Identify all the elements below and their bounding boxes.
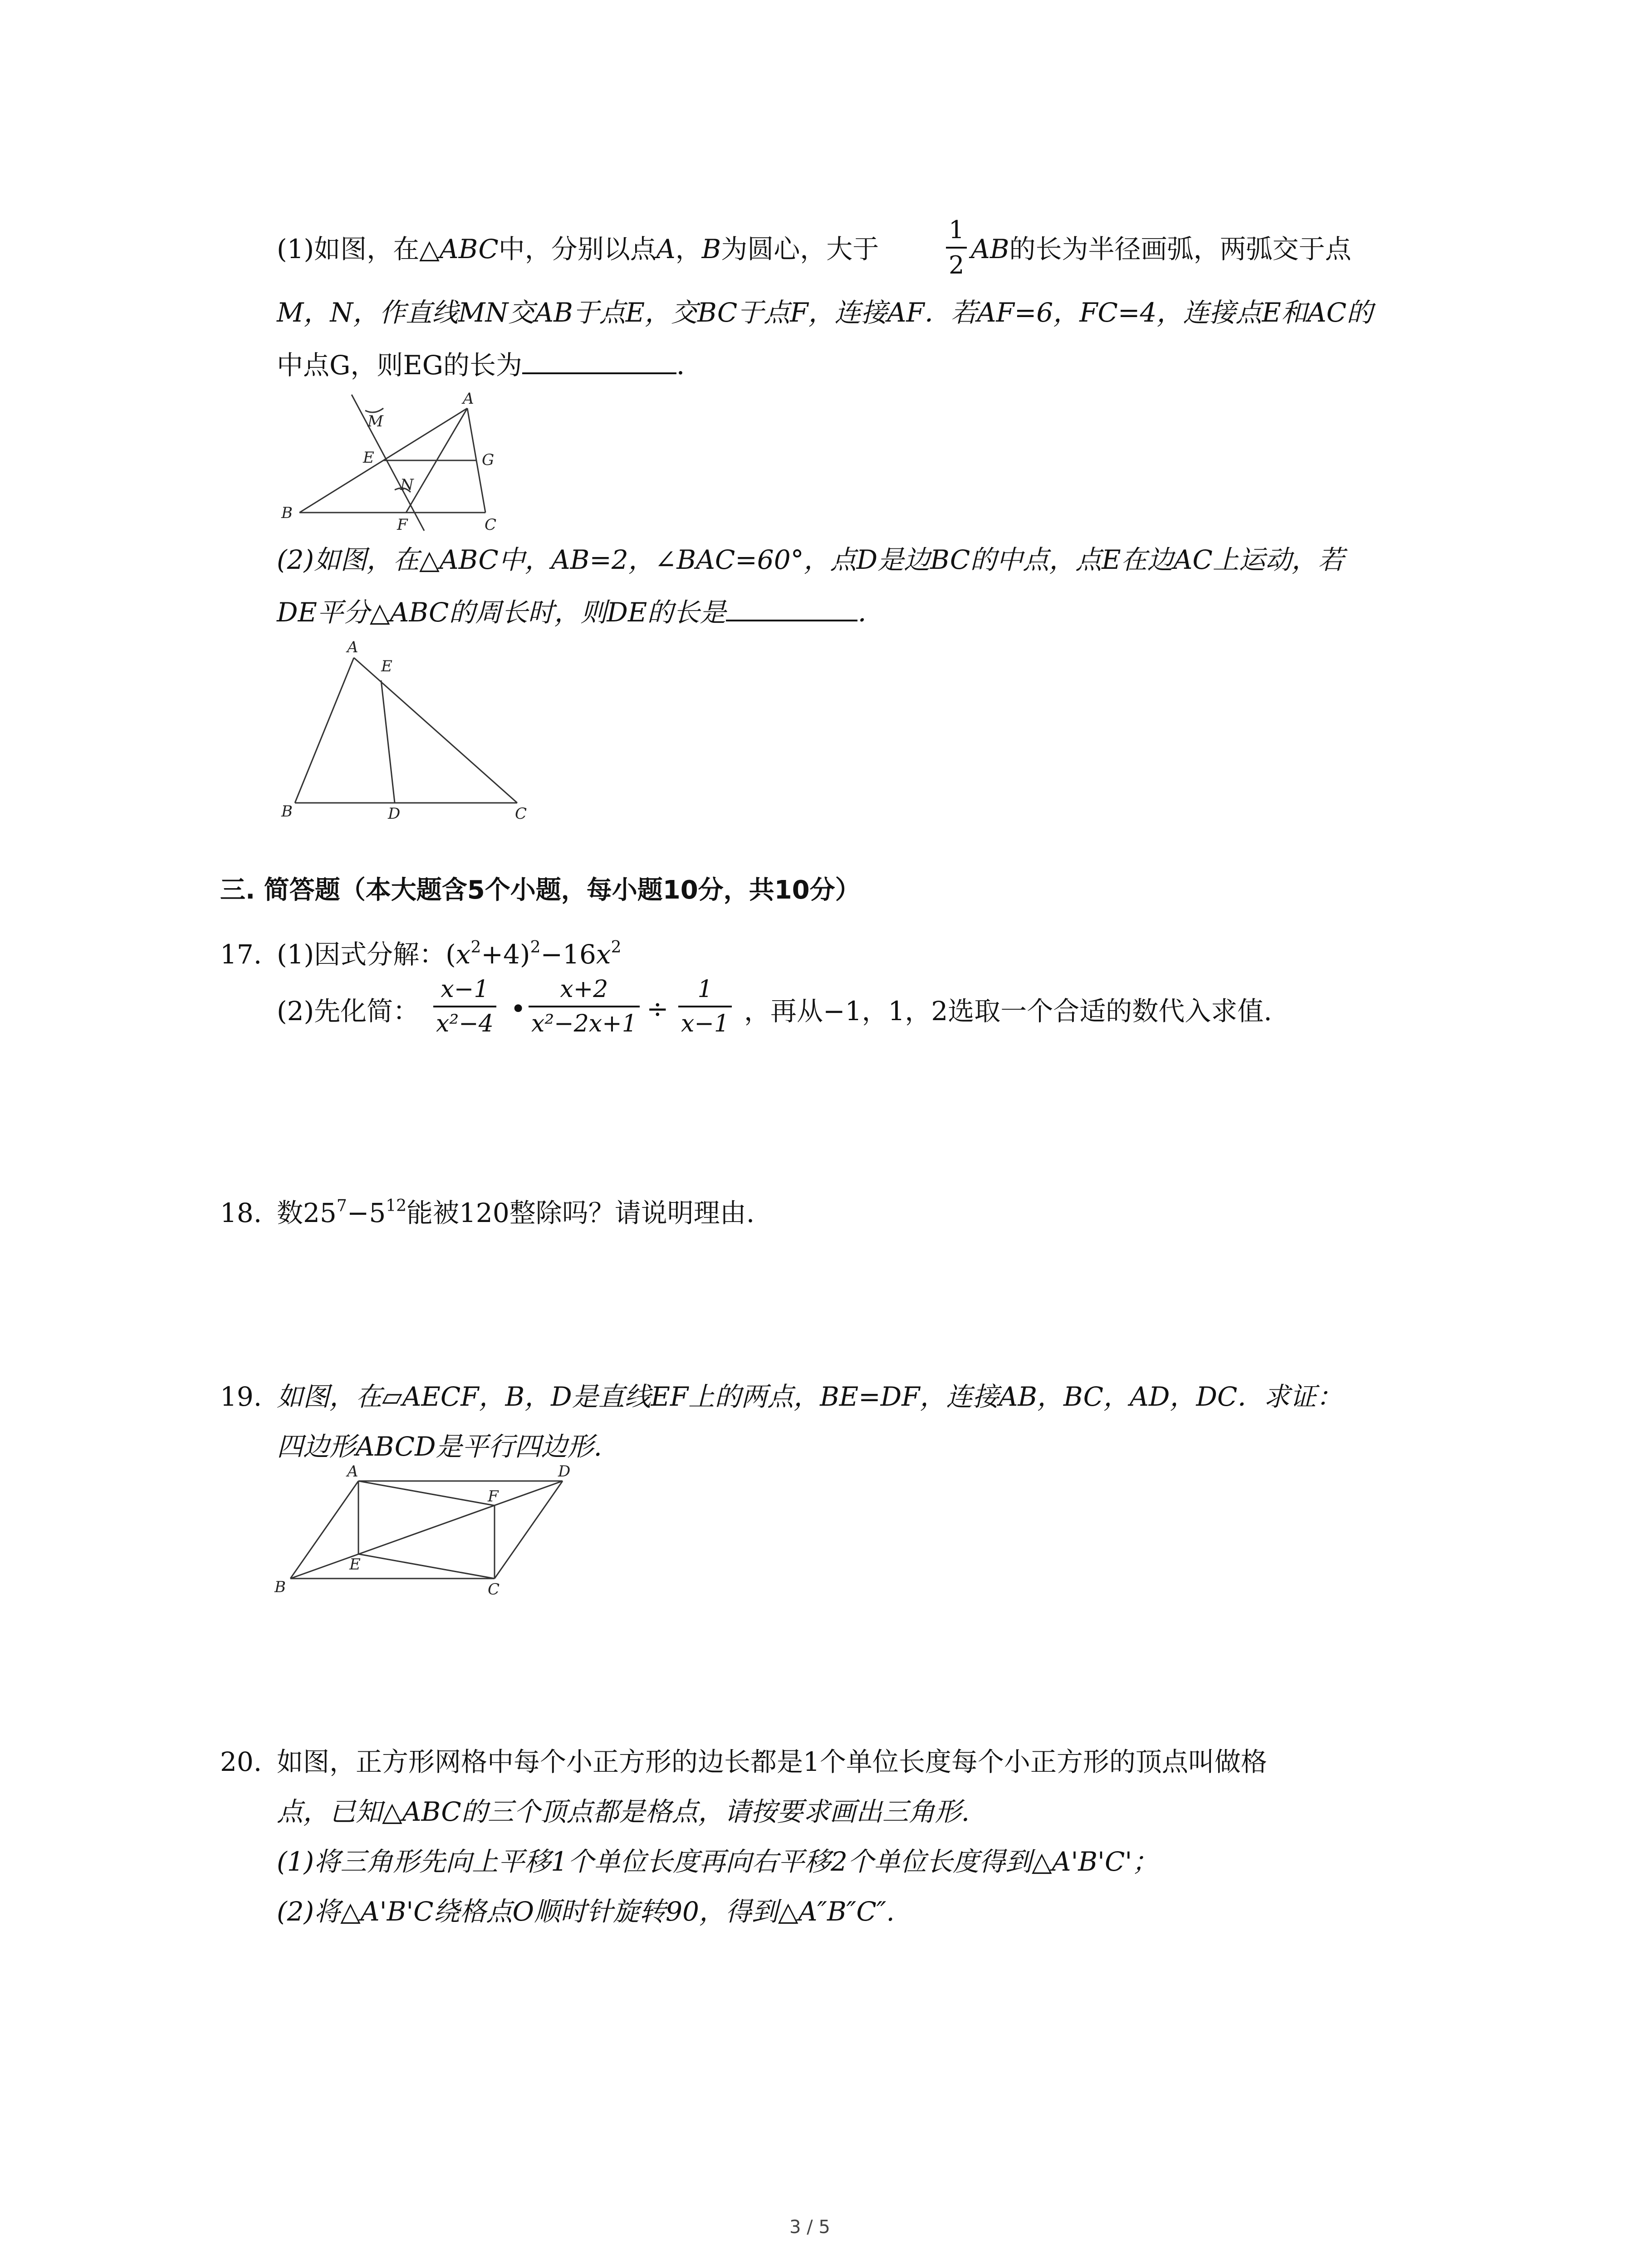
label-C: C [488, 1580, 500, 1598]
text-segment: ． [857, 597, 884, 628]
label-M: M [367, 412, 383, 430]
text-segment: −5 [347, 1198, 386, 1228]
q16-part2-line2 [277, 599, 884, 626]
text-segment: x [596, 939, 611, 970]
q17-fraction-3 [678, 978, 732, 1036]
fraction-numerator: 1 [946, 218, 967, 249]
text-segment: 中，分别以点 [498, 234, 656, 264]
label-B: B [274, 1578, 286, 1596]
q17-fraction-1 [433, 978, 496, 1036]
text-segment: 为圆心，大于 [721, 234, 879, 264]
text-segment: −16 [540, 939, 596, 970]
answer-blank[interactable] [726, 599, 857, 621]
label-E: E [363, 449, 374, 467]
fraction-numerator: x−1 [433, 978, 496, 1007]
fraction-numerator: 1 [678, 978, 732, 1007]
label-C: C [485, 516, 497, 534]
text-segment: (1)因式分解：( [277, 939, 456, 970]
fraction-denominator: 2 [949, 251, 965, 279]
label-G: G [482, 451, 495, 469]
label-A: A [463, 390, 474, 408]
q19-line1: 如图，在▱AECF，B，D是直线EF上的两点，BE=DF，连接AB，BC，AD，DC．求证： [277, 1381, 1343, 1412]
q20-line3: (1)将三角形先向上平移1个单位长度再向右平移2个单位长度得到△A'B'C'； [277, 1846, 1159, 1877]
q20-line4: (2)将△A'B'C绕格点O顺时针旋转90，得到△A″B″C″. [277, 1896, 895, 1927]
text-segment: ， [675, 234, 702, 264]
segment-BD [290, 1481, 563, 1579]
text-segment: ． [676, 350, 703, 381]
fraction-denominator: x−1 [681, 1010, 729, 1037]
q17-part1 [277, 938, 622, 970]
label-D: D [558, 1462, 571, 1481]
q16-figure1 [272, 386, 526, 540]
text-segment: AB [971, 234, 1009, 264]
label-F: F [488, 1487, 499, 1505]
label-A: A [347, 638, 358, 656]
q17-divide: ÷ [647, 993, 669, 1024]
section-heading: 三. 简答题（本大题含5个小题，每小题10分，共10分） [220, 875, 861, 905]
q18-text [277, 1197, 755, 1228]
segment-DE [381, 680, 395, 803]
q17-part2-prefix: (2)先化简： [277, 996, 420, 1026]
text-segment: ABC [439, 234, 499, 264]
answer-blank[interactable] [522, 352, 676, 374]
q19-number: 19. [220, 1381, 262, 1412]
q16-half-fraction [946, 215, 967, 279]
q16-part1-line1-end [971, 236, 1352, 262]
q16-part1-line3 [277, 350, 703, 381]
q17-fraction-2 [529, 978, 640, 1036]
q16-part1-line1 [277, 236, 879, 262]
label-C: C [515, 805, 527, 823]
label-F: F [397, 516, 408, 534]
text-segment: DE平分△ABC的周长时，则DE的长是 [277, 597, 726, 628]
q17-dot: • [510, 993, 526, 1024]
q18-number: 18. [220, 1198, 262, 1228]
exponent: 2 [530, 938, 541, 957]
q20-number: 20. [220, 1746, 262, 1777]
label-E: E [349, 1555, 361, 1574]
label-N: N [400, 476, 414, 494]
text-segment: +4) [481, 939, 530, 970]
segment-DC [495, 1481, 563, 1579]
text-segment: A [656, 234, 676, 264]
q20-line1: 如图，正方形网格中每个小正方形的边长都是1个单位长度每个小正方形的顶点叫做格 [277, 1746, 1267, 1777]
text-segment: (1)如图，在△ [277, 234, 440, 264]
exponent: 7 [336, 1197, 347, 1215]
q16-part2-line1: (2)如图，在△ABC中，AB=2，∠BAC=60°，点D是边BC的中点，点E在边AC上运动，若 [277, 544, 1344, 575]
arc-M [365, 408, 383, 412]
label-E: E [381, 657, 392, 675]
label-B: B [281, 802, 293, 821]
text-segment: 中点G，则EG的长为 [277, 350, 523, 381]
q19-figure [268, 1462, 594, 1601]
segment-EC [358, 1554, 495, 1579]
page-number: 3 / 5 [789, 2217, 830, 2238]
text-segment: 数25 [277, 1198, 337, 1228]
exponent: 12 [386, 1197, 407, 1215]
exponent: 2 [611, 938, 622, 957]
text-segment: B [701, 234, 721, 264]
segment-AB [290, 1481, 358, 1579]
fraction-denominator: x²−4 [436, 1010, 494, 1037]
segment-AB [295, 658, 354, 803]
q19-line2: 四边形ABCD是平行四边形. [277, 1431, 602, 1462]
q17-number: 17. [220, 939, 262, 970]
label-A: A [347, 1462, 358, 1481]
text-segment: x [456, 939, 471, 970]
q16-figure2 [272, 635, 544, 826]
text-segment: 的长为半径画弧，两弧交于点 [1009, 234, 1352, 264]
fraction-numerator: x+2 [529, 978, 640, 1007]
line-MN [352, 395, 424, 531]
q20-line2: 点，已知△ABC的三个顶点都是格点，请按要求画出三角形. [277, 1796, 970, 1827]
label-B: B [281, 504, 293, 522]
q17-part2-suffix: ，再从−1，1，2选取一个合适的数代入求值. [744, 996, 1272, 1026]
text-segment: 能被120整除吗？请说明理由. [407, 1198, 755, 1228]
label-D: D [388, 805, 401, 823]
q16-part1-line2: M，N，作直线MN交AB于点E，交BC于点F，连接AF．若AF=6，FC=4，连接点E和AC的 [277, 297, 1373, 328]
segment-AC [354, 658, 517, 803]
exponent: 2 [470, 938, 481, 957]
fraction-denominator: x²−2x+1 [531, 1010, 637, 1037]
segment-AF [358, 1481, 495, 1505]
